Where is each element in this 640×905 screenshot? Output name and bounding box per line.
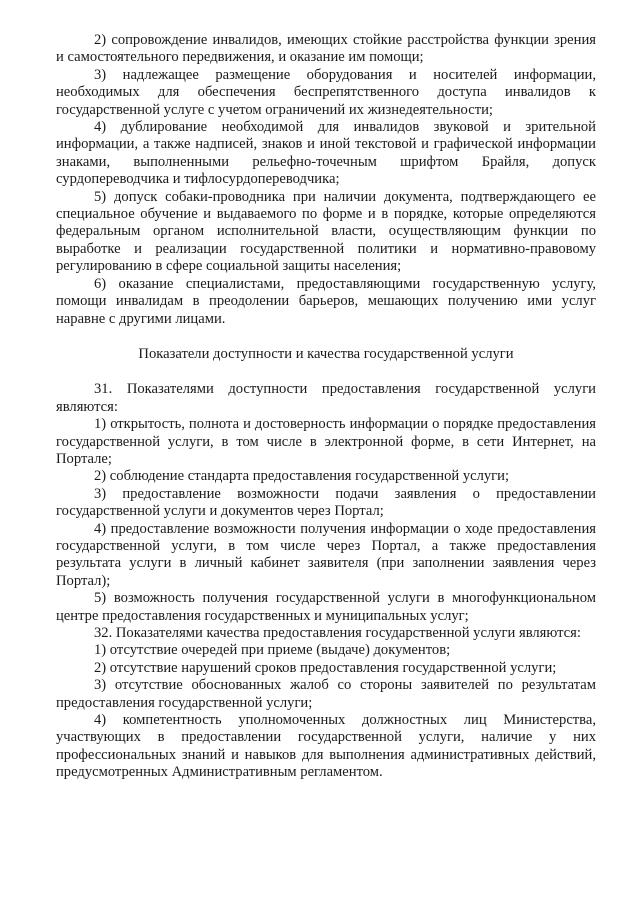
paragraph-31-item-2: 2) соблюдение стандарта предоставления государственной услуги; xyxy=(94,468,510,485)
paragraph-31-item-3: 3) предоставление возможности подачи заявления о предоставлении государственной услуги и документов через Портал; xyxy=(56,485,596,520)
paragraph-item-3-equipment: 3) надлежащее размещение оборудования и носителей информации, необходимых для обеспечения беспрепятственного доступа инвалидов к государственной услуге с учетом ограничений их жизнедеятельности; xyxy=(56,66,596,118)
paragraph-32-item-2: 2) отсутствие нарушений сроков предоставления государственной услуги; xyxy=(94,659,557,676)
paragraph-item-6-assistance: 6) оказание специалистами, предоставляющими государственную услугу, помощи инвалидам в преодолении барьеров, мешающих получению ими услуг наравне с другими лицами. xyxy=(56,275,596,327)
paragraph-31-item-4: 4) предоставление возможности получения информации о ходе предоставления государственной услуги, в том числе через Портал, а также предоставления результата услуги в личный кабинет заявителя (при заполнении заявления через Портал); xyxy=(56,520,596,589)
paragraph-item-5-guide-dog: 5) допуск собаки-проводника при наличии документа, подтверждающего ее специальное обучение и выдаваемого по форме и в порядке, которые определяются федеральным органом исполнительной власти, осуществляющим функции по выработке и реализации государственной политики и нормативно-правовому регулированию в сфере социальной защиты населения; xyxy=(56,188,596,275)
paragraph-32-item-1: 1) отсутствие очередей при приеме (выдаче) документов; xyxy=(94,642,451,659)
section-heading: Показатели доступности и качества государственной услуги xyxy=(138,345,514,362)
paragraph-31-accessibility-indicators: 31. Показателями доступности предоставления государственной услуги являются: xyxy=(56,381,596,415)
paragraph-item-2-escort: 2) сопровождение инвалидов, имеющих стойкие расстройства функции зрения и самостоятельного передвижения, и оказание им помощи; xyxy=(56,32,596,66)
paragraph-item-4-braille: 4) дублирование необходимой для инвалидов звуковой и зрительной информации, а также надписей, знаков и иной текстовой и графической информации знаками, выполненными рельефно-точечным шрифтом Брайля, допуск сурдопереводчика и тифлосурдопереводчика; xyxy=(56,119,596,188)
paragraph-32-item-3: 3) отсутствие обоснованных жалоб со стороны заявителей по результатам предоставления государственной услуги; xyxy=(56,677,596,711)
paragraph-31-item-1: 1) открытость, полнота и достоверность информации о порядке предоставления государственной услуги, в том числе в электронной форме, в сети Интернет, на Портале; xyxy=(56,416,596,467)
paragraph-32-item-4: 4) компетентность уполномоченных должностных лиц Министерства, участвующих в предоставлении государственной услуги, наличие у них профессиональных знаний и навыков для выполнения административных действий, предусмотренных Административным регламентом. xyxy=(56,712,596,781)
paragraph-31-item-5: 5) возможность получения государственной услуги в многофункциональном центре предоставления государственных и муниципальных услуг; xyxy=(56,590,596,624)
document-page xyxy=(56,32,596,782)
paragraph-32-quality-indicators: 32. Показателями качества предоставления государственной услуги являются: xyxy=(94,625,581,641)
